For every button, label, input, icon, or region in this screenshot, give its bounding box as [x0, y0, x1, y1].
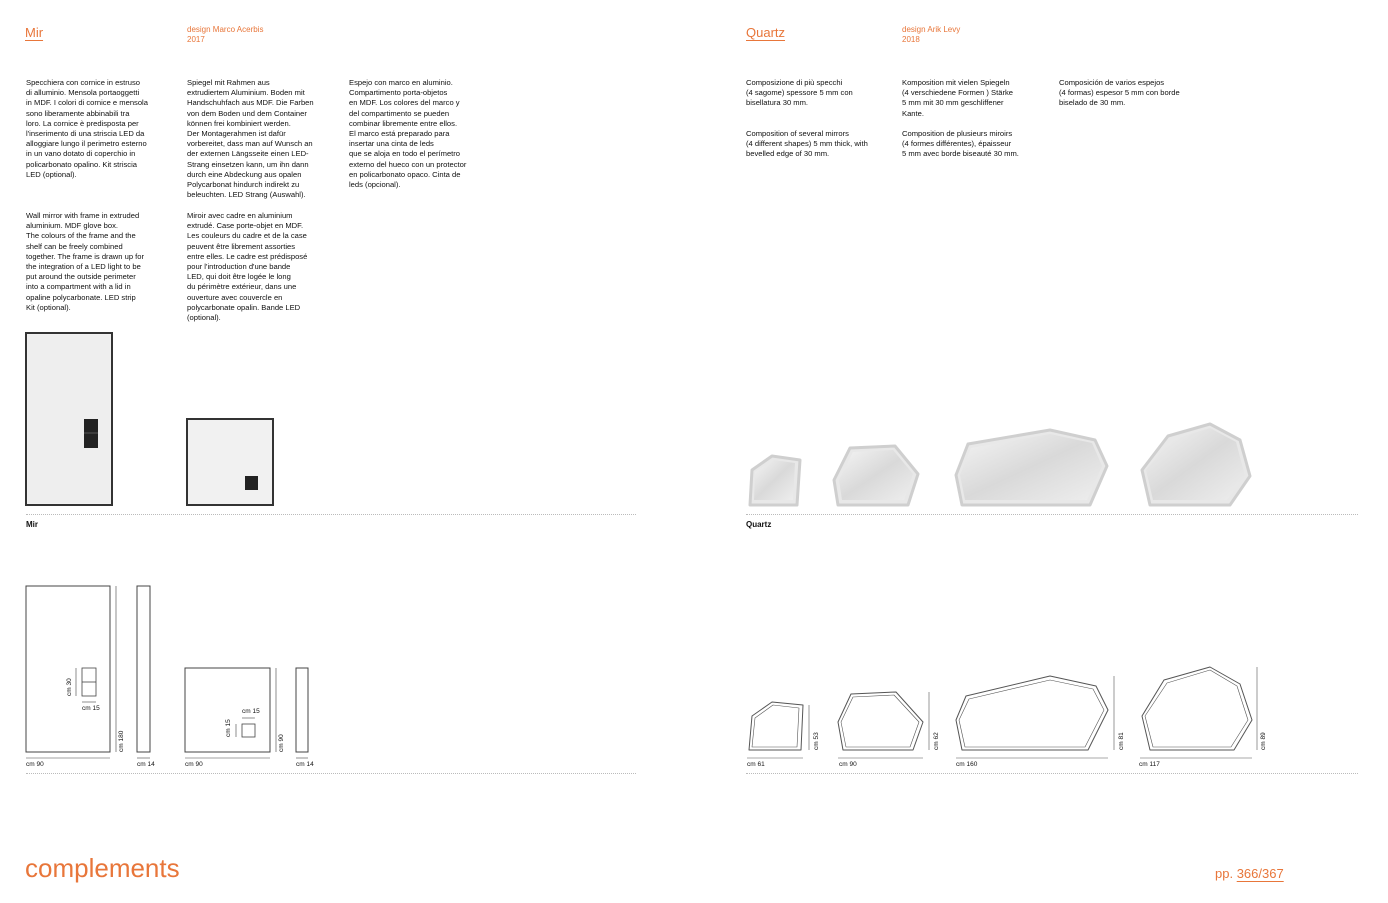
mir-text-es: Espejo con marco en aluminio. Compartimento porta-objetos en MDF. Los colores del marco y del compartimento se pueden combinar libremente entre ellos. El marco está preparado para insertar una cinta de leds que se aloja en todo el perímetro externo del hueco con un protector en policarbonato opaco. Cinta de leds (opcional).	[349, 78, 467, 190]
quartz-medium-height-label: cm 62	[933, 732, 940, 750]
quartz-designer-name: design Arik Levy	[902, 25, 961, 34]
mir-square-width-label: cm 90	[185, 761, 203, 768]
mir-square-height-label: cm 90	[278, 734, 285, 752]
quartz-text-it: Composizione di più specchi (4 sagome) spessore 5 mm con bisellatura 30 mm.	[746, 78, 853, 108]
section-title: complements	[25, 853, 180, 883]
mir-designer-name: design Marco Acerbis	[187, 25, 264, 34]
mir-text-en: Wall mirror with frame in extruded aluminium. MDF glove box. The colours of the frame and the shelf can be freely combined together. The frame is drawn up for the integration of a LED light to be put around the outside perimeter into a compartment with a lid in opaline polycarbonate. LED strip Kit (optional).	[26, 211, 145, 312]
page-range-link[interactable]: 366/367	[1236, 866, 1284, 881]
page-prefix: pp.	[1215, 866, 1234, 881]
quartz-xl-width-label: cm 117	[1139, 761, 1160, 768]
quartz-small-width-label: cm 61	[747, 761, 765, 768]
mir-title: Mir	[25, 25, 44, 40]
mir-text-fr: Miroir avec cadre en aluminium extrudé. Case porte-objet en MDF. Les couleurs du cadre et de la case peuvent être librement assorties entre elles. Le cadre est prédisposé pour l'introduction d'une bande LED, qui doit être logée le long du périmètre extérieur, dans une ouverture avec couvercle en polycarbonate opalin. Bande LED (optional).	[187, 211, 308, 323]
mir-text-it: Specchiera con cornice in estruso di alluminio. Mensola portaoggetti in MDF. I colori di cornice e mensola sono liberamente abbinabili tra loro. La cornice è predisposta per l'inserimento di una striscia LED da alloggiare lungo il perimetro esterno in un vano dotato di coperchio in policarbonato opalino. Kit striscia LED (optional).	[26, 78, 148, 179]
mir-tall-depth-label: cm 14	[137, 761, 155, 768]
page-numbers	[1215, 866, 1284, 881]
quartz-small-height-label: cm 53	[813, 732, 820, 750]
mir-square-shelf-width-label: cm 15	[242, 708, 260, 715]
mir-square-depth-label: cm 14	[296, 761, 314, 768]
quartz-drawings-divider	[746, 773, 1358, 774]
mir-tall-shelf-height-label: cm 30	[66, 678, 73, 696]
mir-year: 2017	[187, 35, 205, 44]
quartz-text-fr: Composition de plusieurs miroirs (4 formes différentes), épaisseur 5 mm avec borde biseauté 30 mm.	[902, 129, 1019, 159]
quartz-large-height-label: cm 81	[1118, 732, 1125, 750]
quartz-medium-width-label: cm 90	[839, 761, 857, 768]
quartz-text-en: Composition of several mirrors (4 different shapes) 5 mm thick, with bevelled edge of 30 mm.	[746, 129, 868, 159]
mir-square-shelf-height-label: cm 15	[225, 719, 232, 737]
mir-tall-height-label: cm 180	[118, 730, 125, 752]
quartz-large-width-label: cm 160	[956, 761, 978, 768]
quartz-xl-height-label: cm 89	[1260, 732, 1267, 750]
quartz-text-de: Komposition mit vielen Spiegeln (4 verschiedene Formen ) Stärke 5 mm mit 30 mm geschliffener Kante.	[902, 78, 1013, 118]
mir-tall-width-label: cm 90	[26, 761, 44, 768]
quartz-caption: Quartz	[746, 520, 772, 529]
mir-text-de: Spiegel mit Rahmen aus extrudiertem Aluminium. Boden mit Handschuhfach aus MDF. Die Farben von dem Boden und dem Container können frei kombiniert werden. Der Montagerahmen ist dafür vorbereitet, dass man auf Wunsch an der externen Längsseite einen LED- Strang einsetzen kann, um ihn dann durch eine Abdeckung aus opalen Polycarbonat hindurch indirekt zu beleuchten. LED Strang (Auswahl).	[187, 78, 314, 200]
mir-caption: Mir	[26, 520, 38, 529]
quartz-year: 2018	[902, 35, 920, 44]
quartz-text-es: Composición de varios espejos (4 formas) espesor 5 mm con borde biselado de 30 mm.	[1059, 78, 1180, 108]
mir-tall-shelf-width-label: cm 15	[82, 705, 100, 712]
quartz-title: Quartz	[746, 25, 786, 40]
